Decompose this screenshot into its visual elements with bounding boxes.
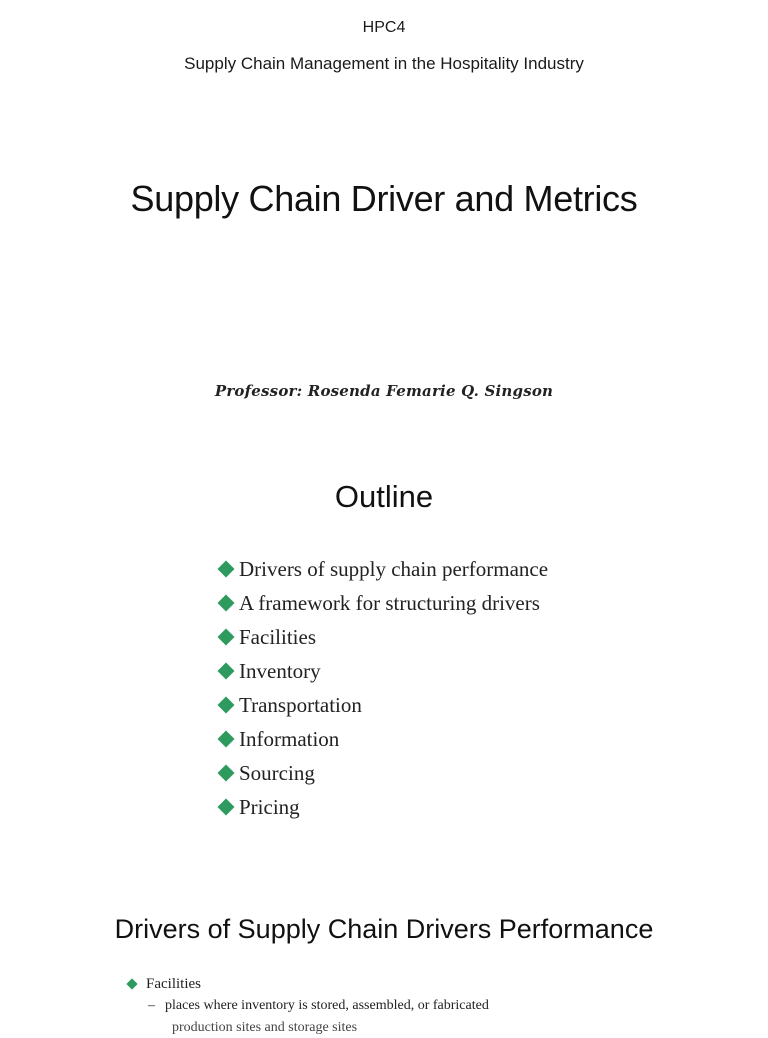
facilities-cut-line: production sites and storage sites <box>172 1020 358 1035</box>
outline-item <box>218 756 548 790</box>
outline-item-label: Sourcing <box>239 761 315 785</box>
diamond-bullet-icon <box>218 595 235 612</box>
outline-item-label: Information <box>239 727 340 751</box>
diamond-bullet-icon <box>218 799 235 816</box>
diamond-bullet-icon <box>126 978 137 989</box>
outline-item <box>218 722 548 756</box>
professor-name: Professor: Rosenda Femarie Q. Singson <box>214 382 554 400</box>
outline-item-label: Inventory <box>239 659 321 683</box>
facilities-block <box>126 974 489 1035</box>
outline-item <box>218 790 548 824</box>
diamond-bullet-icon <box>218 765 235 782</box>
facilities-heading-label: Facilities <box>146 976 201 992</box>
outline-item <box>218 654 548 688</box>
diamond-bullet-icon <box>218 731 235 748</box>
outline-item-label: Pricing <box>239 795 300 819</box>
diamond-bullet-icon <box>218 663 235 680</box>
section-title: Drivers of Supply Chain Drivers Performance <box>114 914 654 944</box>
outline-title: Outline <box>334 479 434 514</box>
facilities-description-text: places where inventory is stored, assembled, or fabricated <box>165 998 489 1013</box>
facilities-heading <box>126 974 489 994</box>
dash-bullet-icon: – <box>148 998 155 1013</box>
diamond-bullet-icon <box>218 629 235 646</box>
diamond-bullet-icon <box>218 697 235 714</box>
outline-item <box>218 552 548 586</box>
outline-item-label: Facilities <box>239 625 316 649</box>
outline-item <box>218 586 548 620</box>
diamond-bullet-icon <box>218 561 235 578</box>
outline-item-label: Drivers of supply chain performance <box>239 557 549 581</box>
outline-item <box>218 688 548 722</box>
facilities-description <box>148 996 489 1016</box>
course-title: Supply Chain Management in the Hospitality Industry <box>184 54 584 73</box>
outline-list <box>218 552 548 824</box>
slide-title: Supply Chain Driver and Metrics <box>130 178 638 219</box>
outline-item-label: Transportation <box>239 693 362 717</box>
outline-item-label: A framework for structuring drivers <box>239 591 540 615</box>
outline-item <box>218 620 548 654</box>
course-code: HPC4 <box>362 19 406 36</box>
